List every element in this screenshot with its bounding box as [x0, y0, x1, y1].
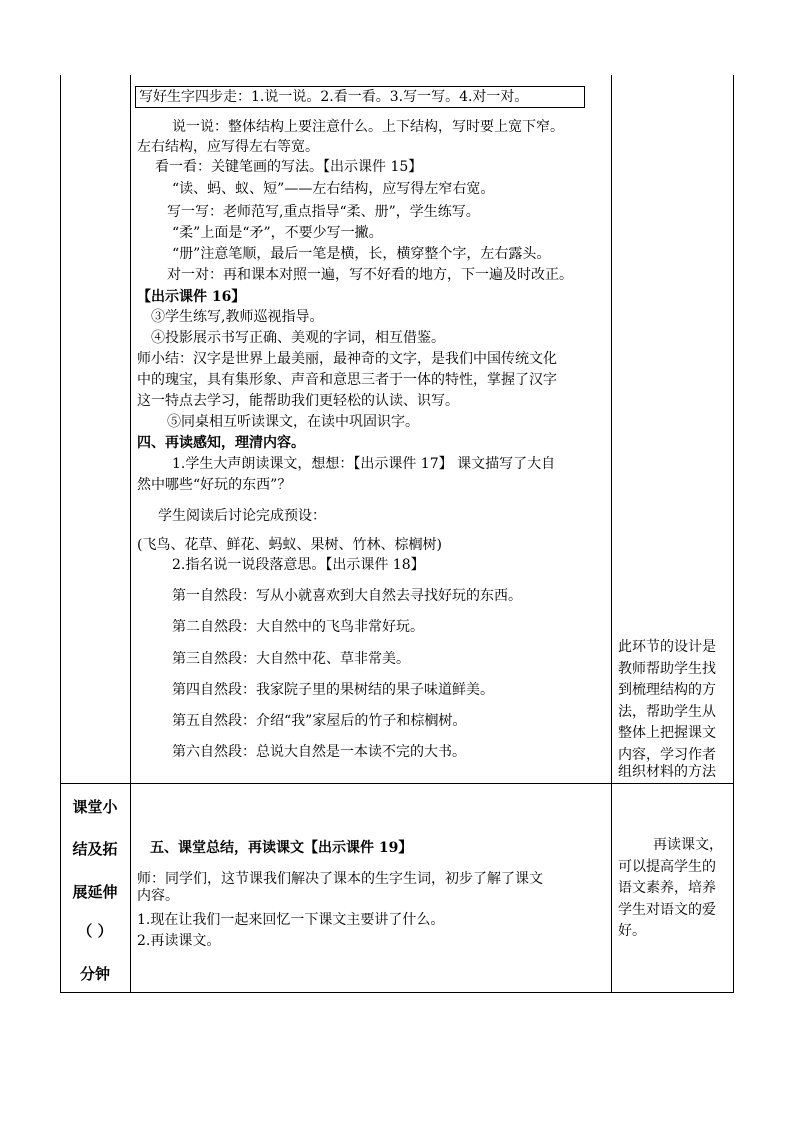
content-line: 2.再读课文。 [137, 933, 221, 949]
table-divider-label [130, 75, 131, 993]
content-line: ③学生练写,教师巡视指导。 [151, 309, 324, 325]
paragraph-summary: 第一自然段：写从小就喜欢到大自然去寻找好玩的东西。 [172, 588, 522, 604]
paragraph-summary: 第二自然段：大自然中的飞鸟非常好玩。 [172, 619, 424, 635]
section-label-line: 分钟 [79, 965, 110, 983]
content-line: 内容。 [137, 888, 179, 904]
paragraph-summary: 第五自然段：介绍“我”家屋后的竹子和棕榈树。 [172, 713, 467, 729]
content-line: 学生阅读后讨论完成预设： [158, 508, 326, 524]
section-label-line: （ ） [77, 922, 113, 940]
design-note-line: 再读课文， [653, 837, 723, 853]
content-line: 这一特点去学习，能帮助我们更轻松的认读、识写。 [137, 393, 459, 409]
writing-steps-heading-box [135, 86, 585, 108]
section-label-line: 结及拓 [72, 840, 118, 858]
content-line: 中的瑰宝，具有集形象、声音和意思三者于一体的特性，掌握了汉字 [137, 372, 557, 388]
paragraph-summary: 第三自然段：大自然中花、草非常美。 [172, 651, 410, 667]
summary-heading: 五、课堂总结，再读课文【出示课件 19】 [150, 840, 413, 856]
writing-steps-heading: 写好生字四步走：1.说一说。2.看一看。3.写一写。4.对一对。 [139, 89, 529, 105]
section-label-line: 课堂小 [72, 798, 118, 816]
design-note-line: 组织材料的方法 [618, 764, 716, 780]
content-line: “柔”上面是“矛”，不要少写一撇。 [172, 225, 383, 241]
content-line: (飞鸟、花草、鲜花、蚂蚁、果树、竹林、棕榈树) [137, 537, 442, 553]
content-line: 1.现在让我们一起来回忆一下课文主要讲了什么。 [137, 912, 445, 928]
content-line: 【出示课件 16】 [137, 289, 246, 305]
content-line: ④投影展示书写正确、美观的字词，相互借鉴。 [151, 330, 445, 346]
content-line: 左右结构，应写得左右等宽。 [137, 139, 319, 155]
design-note-line: 好。 [618, 923, 646, 939]
paragraph-summary: 第四自然段：我家院子里的果树结的果子味道鲜美。 [172, 682, 494, 698]
section-label-line: 展延伸 [72, 883, 118, 901]
design-note-line: 内容，学习作者 [618, 746, 716, 763]
design-note-line: 整体上把握课文 [618, 725, 716, 741]
design-note-line: 可以提高学生的 [618, 858, 716, 875]
content-line: 师：同学们，这节课我们解决了课本的生字生词，初步了解了课文 [137, 871, 543, 887]
design-note-line: 法，帮助学生从 [618, 703, 716, 720]
design-note-line: 学生对语文的爱 [618, 901, 716, 918]
table-border-right [733, 75, 734, 993]
content-line: “册”注意笔顺，最后一笔是横，长，横穿整个字，左右露头。 [172, 246, 551, 262]
content-line: 然中哪些“好玩的东西”？ [137, 477, 292, 493]
content-line: 2.指名说一说段落意思。【出示课件 18】 [172, 557, 425, 573]
content-line: 师小结：汉字是世界上最美丽，最神奇的文字，是我们中国传统文化 [137, 351, 557, 367]
design-note-line: 语文素养，培养 [618, 880, 716, 896]
paragraph-summary: 第六自然段：总说大自然是一本读不完的大书。 [172, 744, 466, 760]
content-line: “读、蚂、蚁、短”——左右结构，应写得左窄右宽。 [172, 181, 495, 197]
content-line: 看一看：关键笔画的写法。【出示课件 15】 [155, 159, 423, 175]
content-line: ⑤同桌相互听读课文，在读中巩固识字。 [167, 414, 419, 430]
content-line: 1.学生大声朗读课文，想想：【出示课件 17】 课文描写了大自 [172, 456, 556, 472]
table-divider-note [611, 75, 612, 993]
content-line: 写一写：老师范写,重点指导“柔、册”，学生练写。 [167, 204, 480, 220]
content-line: 说一说：整体结构上要注意什么。上下结构，写时要上宽下窄。 [172, 119, 564, 135]
design-note-line: 教师帮助学生找 [618, 660, 716, 677]
content-line: 对一对：再和课本对照一遍，写不好看的地方，下一遍及时改正。 [167, 267, 573, 283]
section-heading: 四、再读感知，理清内容。 [137, 435, 305, 451]
design-note-line: 此环节的设计是 [618, 639, 716, 655]
design-note-line: 到梳理结构的方 [618, 682, 716, 698]
table-border-bottom [60, 992, 734, 993]
